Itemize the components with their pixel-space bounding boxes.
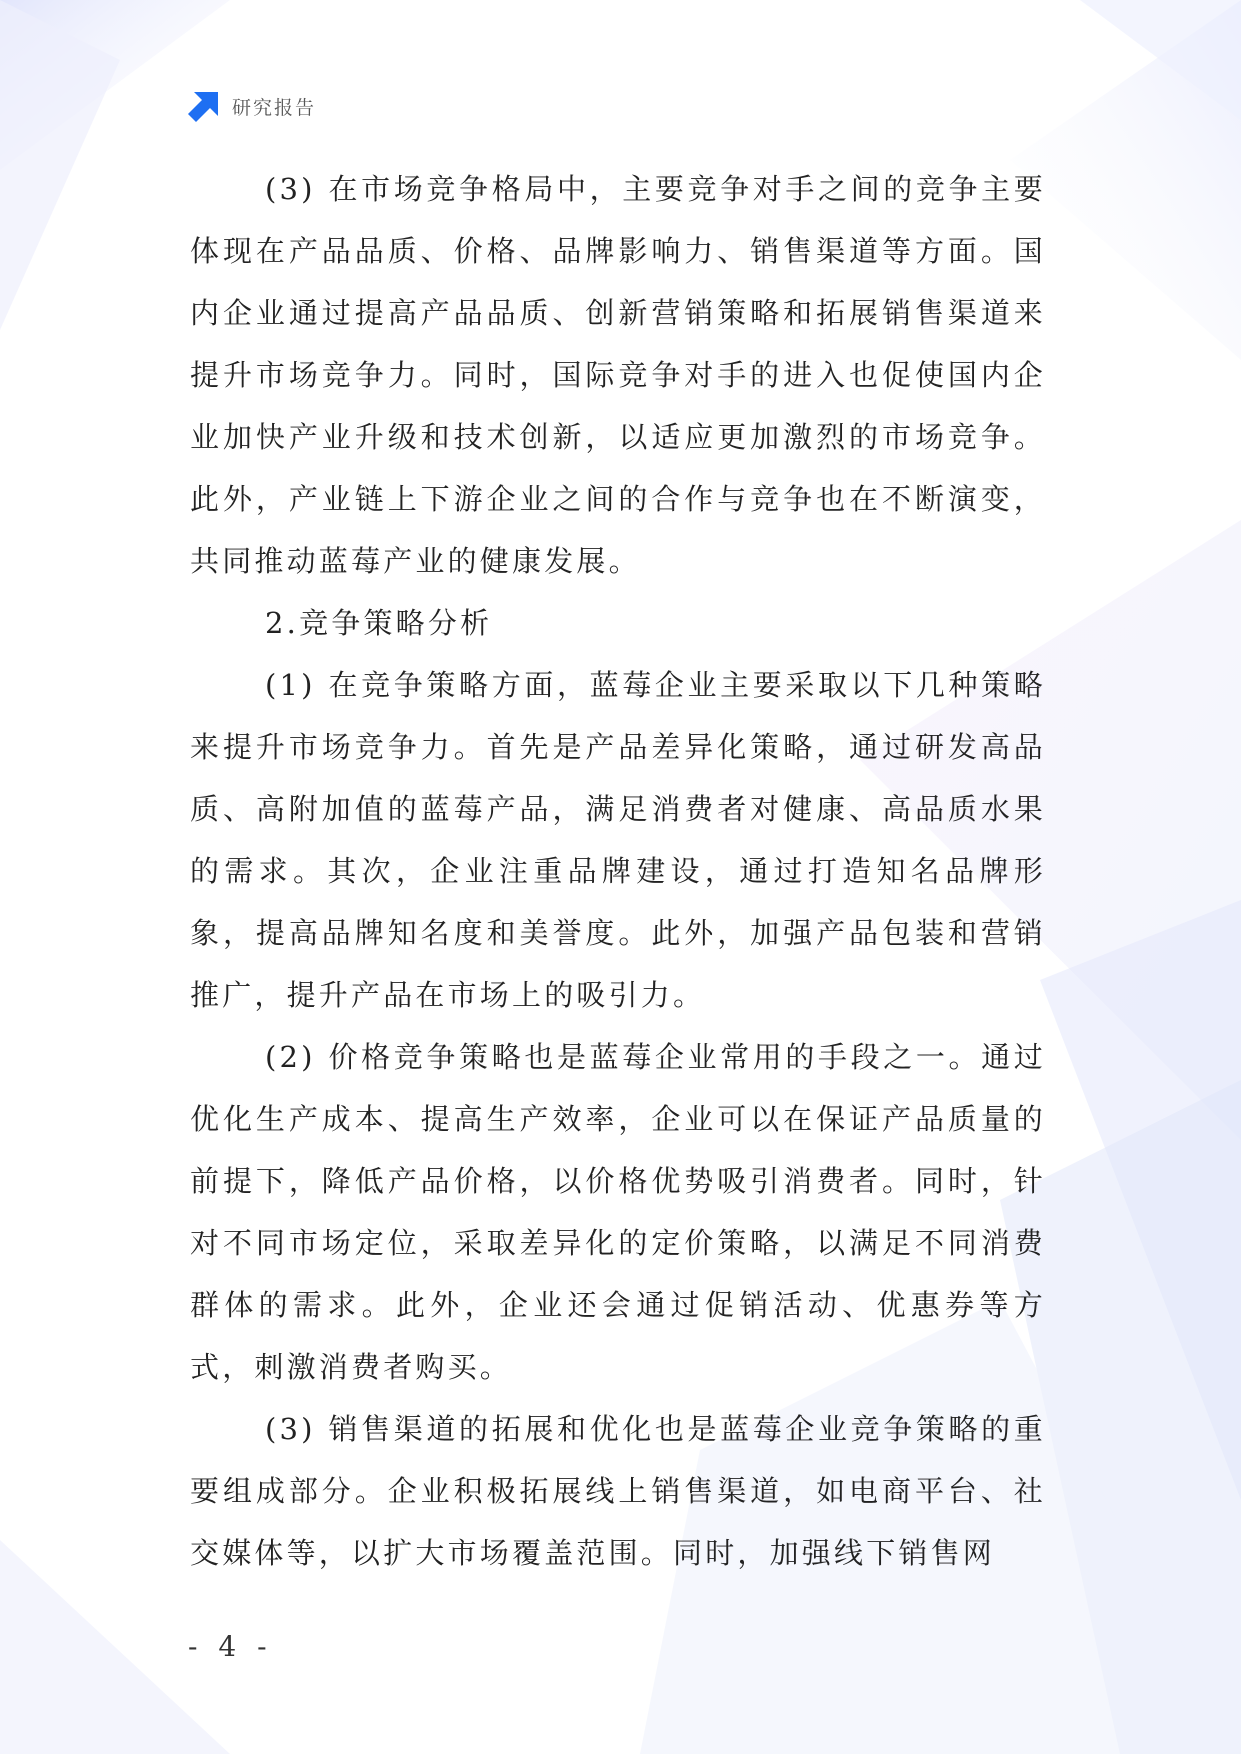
page-number: - 4 -: [188, 1630, 273, 1663]
paragraph: (2) 价格竞争策略也是蓝莓企业常用的手段之一。通过优化生产成本、提高生产效率，企业可以在保证产品质量的前提下，降低产品价格，以价格优势吸引消费者。同时，针对不同市场定位，采取差异化的定价策略，以满足不同消费群体的需求。此外，企业还会通过促销活动、优惠券等方式，刺激消费者购买。: [190, 1040, 1046, 1384]
document-body: [190, 158, 1046, 1584]
paragraph: (3) 销售渠道的拓展和优化也是蓝莓企业竞争策略的重要组成部分。企业积极拓展线上销售渠道，如电商平台、社交媒体等，以扩大市场覆盖范围。同时，加强线下销售网: [190, 1412, 1046, 1570]
section-heading: 2.竞争策略分析: [265, 606, 493, 640]
paragraph: (3) 在市场竞争格局中，主要竞争对手之间的竞争主要体现在产品品质、价格、品牌影响力、销售渠道等方面。国内企业通过提高产品品质、创新营销策略和拓展销售渠道来提升市场竞争力。同时，国际竞争对手的进入也促使国内企业加快产业升级和技术创新，以适应更加激烈的市场竞争。此外，产业链上下游企业之间的合作与竞争也在不断演变，共同推动蓝莓产业的健康发展。: [190, 172, 1046, 578]
header-label: 研究报告: [232, 96, 317, 119]
arrow-up-right-icon: [186, 88, 222, 124]
paragraph: (1) 在竞争策略方面，蓝莓企业主要采取以下几种策略来提升市场竞争力。首先是产品差异化策略，通过研发高品质、高附加值的蓝莓产品，满足消费者对健康、高品质水果的需求。其次，企业注重品牌建设，通过打造知名品牌形象，提高品牌知名度和美誉度。此外，加强产品包装和营销推广，提升产品在市场上的吸引力。: [190, 668, 1046, 1012]
page-header: [186, 88, 316, 124]
